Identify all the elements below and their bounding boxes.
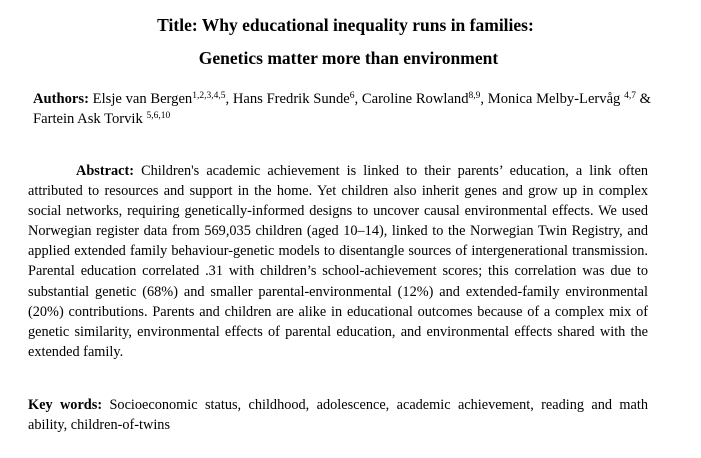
author-separator: , bbox=[480, 91, 488, 107]
author-name: Caroline Rowland bbox=[361, 91, 469, 107]
paper-title-line-2: Genetics matter more than environment bbox=[198, 48, 499, 68]
keywords-paragraph bbox=[28, 395, 648, 435]
author-separator: , bbox=[225, 91, 233, 107]
author-affiliation: 1,2,3,4,5 bbox=[192, 91, 226, 101]
keywords-text: Socioeconomic status, childhood, adolescence, academic achievement, reading and math ability, children-of-twins bbox=[28, 397, 648, 434]
authors-label: Authors: bbox=[33, 91, 89, 107]
author-separator: & bbox=[635, 91, 652, 107]
author-affiliation: 6 bbox=[349, 91, 355, 101]
author-name: Elsje van Bergen bbox=[92, 91, 193, 107]
author-affiliation: 5,6,10 bbox=[146, 111, 171, 121]
author-name: Fartein Ask Torvik bbox=[33, 111, 147, 127]
paper-title-line-1 bbox=[0, 14, 696, 36]
author-name: Hans Fredrik Sunde bbox=[232, 91, 350, 107]
authors-block bbox=[33, 89, 651, 129]
author-affiliation: 8,9 bbox=[468, 91, 481, 101]
abstract-paragraph bbox=[28, 161, 648, 362]
author-affiliation: 4,7 bbox=[624, 91, 636, 101]
author-name: Monica Melby-Lervåg bbox=[487, 91, 625, 107]
abstract-label: Abstract: bbox=[76, 163, 134, 179]
author-separator: , bbox=[354, 91, 362, 107]
abstract-text: Children's academic achievement is linked to their parents’ education, a link often attributed to resources and support in the home. Yet children also inherit genes and grow up in complex social networks, requiring genetically-informed designs to uncover causal environmental effects. We used Norwegian register data from 569,035 children (aged 10–14), linked to the Norwegian Twin Registry, and applied extended family behaviour-genetic models to disentangle sources of intergenerational transmission. Parental education correlated .31 with children’s school-achievement scores; this correlation was due to substantial genetic (68%) and smaller parental-environmental (12%) and extended-family environmental (20%) contributions. Parents and children are alike in educational outcomes because of a complex mix of genetic similarity, environmental effects of parental education, and environmental effects shared with the extended family. bbox=[28, 163, 649, 360]
title-label: Title: bbox=[157, 15, 198, 35]
title-text-line-1: Why educational inequality runs in families: bbox=[201, 15, 534, 35]
keywords-label: Key words: bbox=[28, 397, 103, 413]
